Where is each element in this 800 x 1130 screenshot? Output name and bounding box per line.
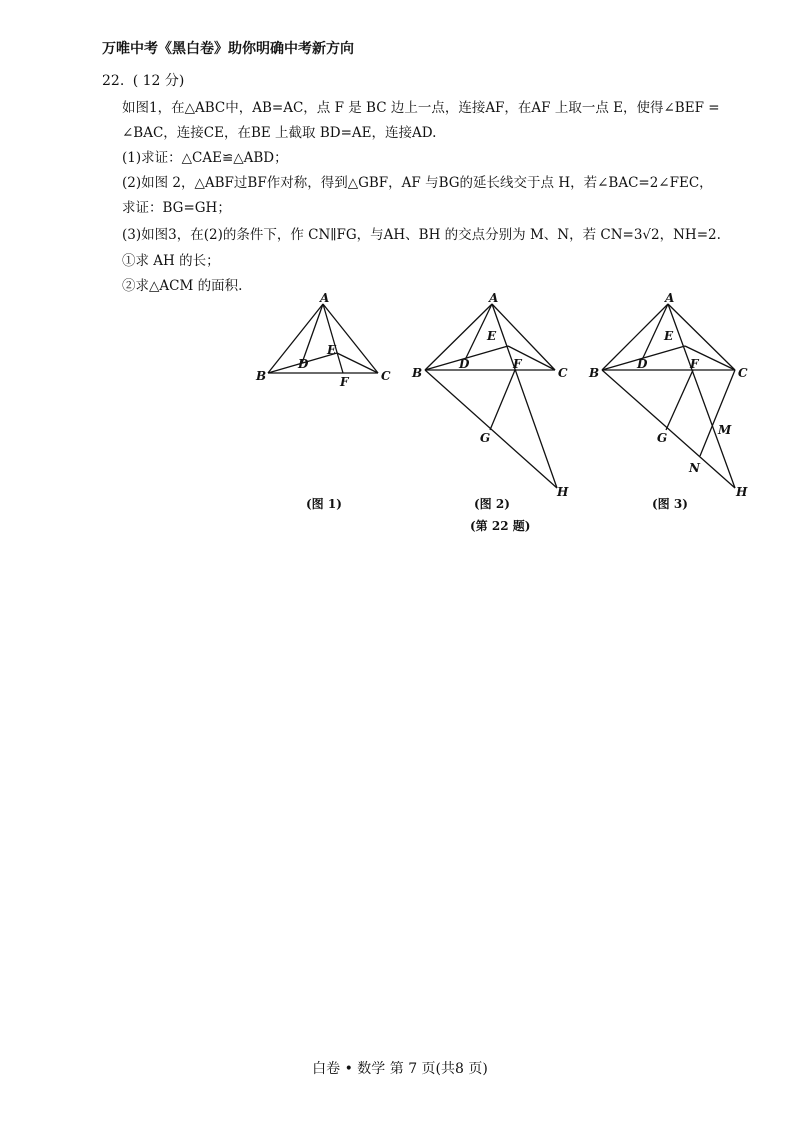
fig2-label-f: F xyxy=(513,357,522,371)
figures-group-caption: (第 22 题) xyxy=(470,519,531,533)
fig2-label-b: B xyxy=(412,366,423,380)
fig2-caption: (图 2) xyxy=(474,497,510,511)
fig2-label-g: G xyxy=(480,431,491,445)
question-number: 22. xyxy=(102,73,125,89)
question-part-3-a: ①求 AH 的长； xyxy=(122,253,220,269)
fig2-label-c: C xyxy=(558,366,568,380)
fig2-label-h: H xyxy=(557,485,569,499)
question-number-line xyxy=(102,70,188,90)
fig2-label-e: E xyxy=(487,329,497,343)
fig3-label-b: B xyxy=(589,366,600,380)
figure-1 xyxy=(268,304,378,373)
fig3-label-f: F xyxy=(690,357,699,371)
question-part-3: (3)如图3，在(2)的条件下，作 CN∥FG，与AH、BH 的交点分别为 M、N，若 CN=3√2，NH=2. xyxy=(122,227,721,243)
fig3-caption: (图 3) xyxy=(652,497,688,511)
fig3-label-e: E xyxy=(664,329,674,343)
question-points: ( 12 分) xyxy=(132,73,185,89)
fig2-label-a: A xyxy=(489,291,499,305)
question-part-2-line-1: (2)如图 2，△ABF过BF作对称，得到△GBF，AF 与BG的延长线交于点 H，若∠BAC=2∠FEC， xyxy=(122,175,713,191)
fig1-caption: (图 1) xyxy=(306,497,342,511)
question-part-3-b: ②求△ACM 的面积. xyxy=(122,278,243,294)
fig1-label-c: C xyxy=(381,369,391,383)
fig3-label-a: A xyxy=(665,291,675,305)
fig3-label-c: C xyxy=(738,366,748,380)
figures-area xyxy=(0,290,800,540)
question-part-2-line-2: 求证：BG=GH； xyxy=(122,200,231,216)
fig2-label-d: D xyxy=(459,357,470,371)
fig1-label-a: A xyxy=(320,291,330,305)
question-intro-line-1: 如图1，在△ABC中，AB=AC，点 F 是 BC 边上一点，连接AF，在AF 上取一点 E，使得∠BEF = xyxy=(122,100,720,116)
page-header: 万唯中考《黑白卷》助你明确中考新方向 xyxy=(102,41,354,57)
question-intro-line-2: ∠BAC，连接CE，在BE 上截取 BD=AE，连接AD. xyxy=(122,125,437,141)
geometry-figures xyxy=(0,290,800,540)
fig1-label-d: D xyxy=(298,357,309,371)
fig1-label-b: B xyxy=(256,369,267,383)
fig3-label-n: N xyxy=(689,461,700,475)
fig3-label-h: H xyxy=(736,485,748,499)
fig3-label-m: M xyxy=(718,423,732,437)
page-footer: 白卷 • 数学 第 7 页(共8 页) xyxy=(312,1061,488,1077)
figure-1-labels xyxy=(255,291,391,511)
fig3-label-g: G xyxy=(657,431,668,445)
question-part-1: (1)求证：△CAE≌△ABD； xyxy=(122,150,288,166)
fig3-label-d: D xyxy=(637,357,648,371)
fig1-label-e: E xyxy=(327,343,337,357)
fig1-label-f: F xyxy=(340,375,349,389)
